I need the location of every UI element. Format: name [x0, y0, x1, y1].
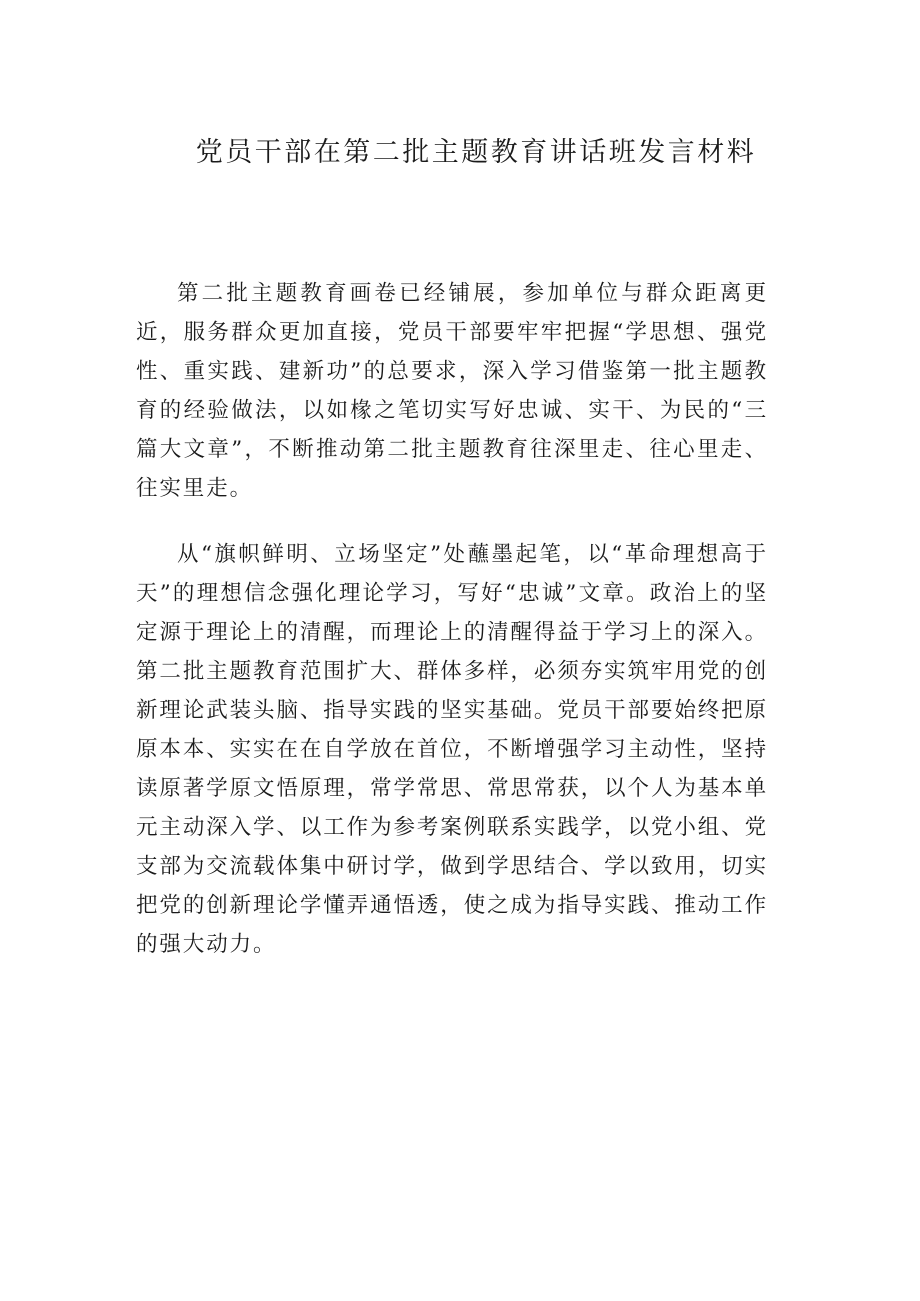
- paragraph-2: 从“旗帜鲜明、立场坚定”处蘸墨起笔，以“革命理想高于天”的理想信念强化理论学习，写好“忠诚”文章。政治上的坚定源于理论上的清醒，而理论上的清醒得益于学习上的深入。第二批主题教育范围扩大、群体多样，必须夯实筑牢用党的创新理论武装头脑、指导实践的坚实基础。党员干部要始终把原原本本、实实在在自学放在首位，不断增强学习主动性，坚持读原著学原文悟原理，常学常思、常思常获，以个人为基本单元主动深入学、以工作为参考案例联系实践学，以党小组、党支部为交流载体集中研讨学，做到学思结合、学以致用，切实把党的创新理论学懂弄通悟透，使之成为指导实践、推动工作的强大动力。: [136, 542, 768, 957]
- document-body: [136, 275, 768, 992]
- paragraph-1: 第二批主题教育画卷已经铺展，参加单位与群众距离更近，服务群众更加直接，党员干部要牢牢把握“学思想、强党性、重实践、建新功”的总要求，深入学习借鉴第一批主题教育的经验做法，以如椽之笔切实写好忠诚、实干、为民的“三篇大文章”，不断推动第二批主题教育往深里走、往心里走、往实里走。: [136, 281, 768, 501]
- document-title: 党员干部在第二批主题教育讲话班发言材料: [195, 137, 757, 168]
